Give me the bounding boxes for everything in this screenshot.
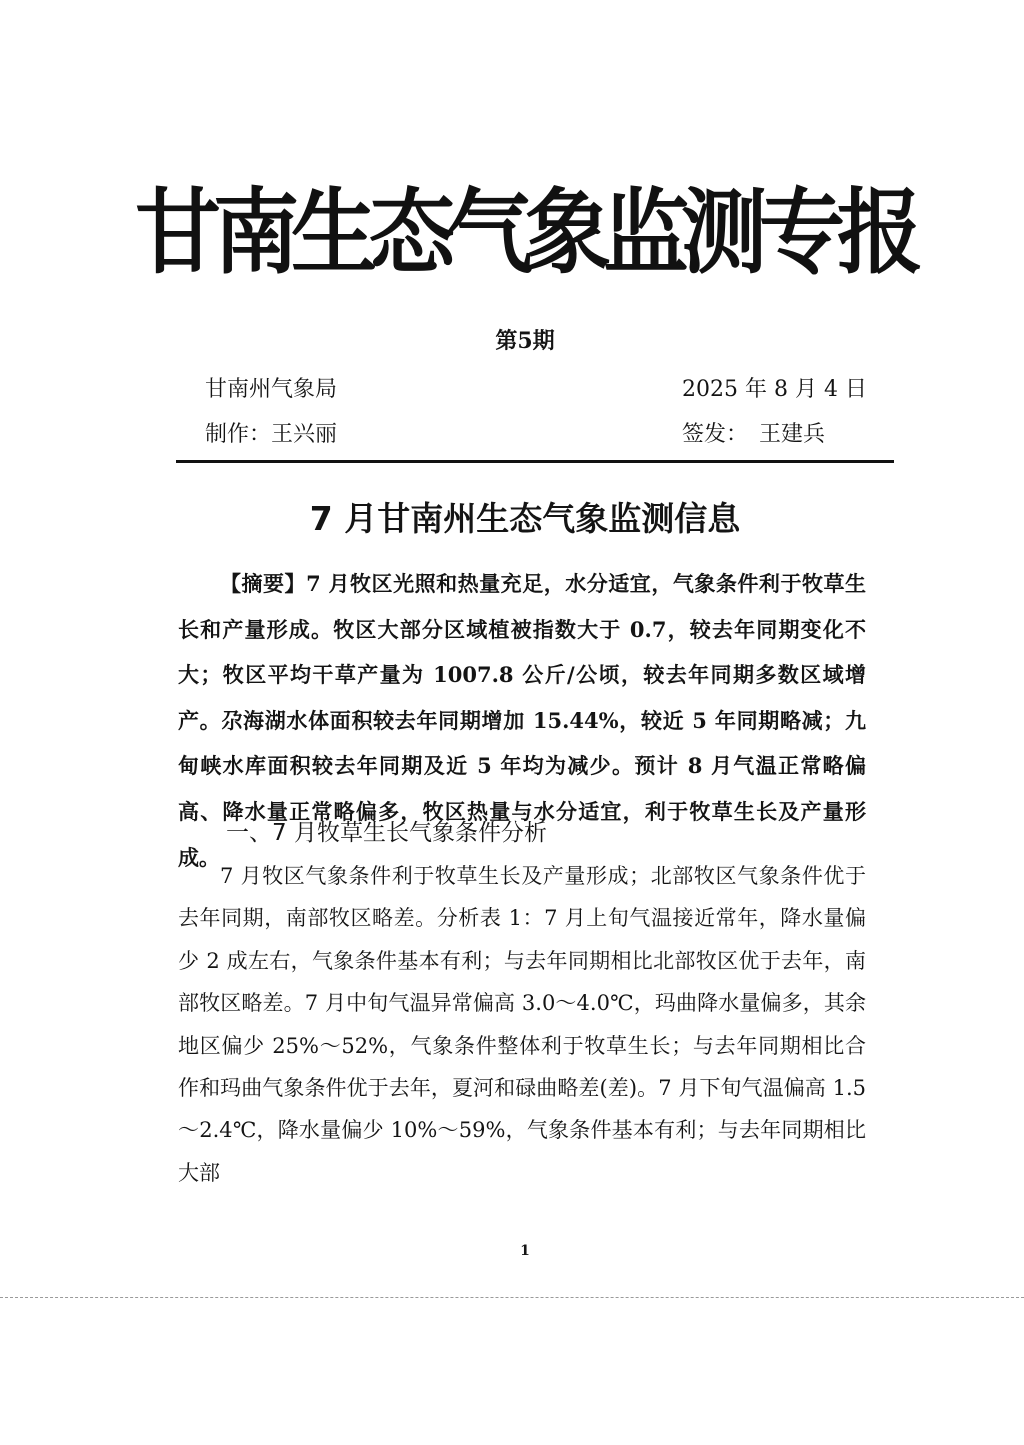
meta-row-producer-signer <box>205 418 865 452</box>
abstract-paragraph: 【摘要】7 月牧区光照和热量充足，水分适宜，气象条件利于牧草生长和产量形成。牧区大部分区域植被指数大于 0.7，较去年同期变化不大；牧区平均干草产量为 1007.8 公斤/公顷，较去年同期多数区域增产。尕海湖水体面积较去年同期增加 15.44%，较近 5 年同期略减；九甸峡水库面积较去年同期及近 5 年均为减少。预计 8 月气温正常略偏高、降水量正常略偏多，牧区热量与水分适宜，利于牧草生长及产量形成。 <box>178 571 866 870</box>
meta-row-publisher-date <box>205 373 865 407</box>
body-paragraph: 7 月牧区气象条件利于牧草生长及产量形成；北部牧区气象条件优于去年同期，南部牧区略差。分析表 1：7 月上旬气温接近常年，降水量偏少 2 成左右，气象条件基本有利；与去年同期相比北部牧区优于去年，南部牧区略差。7 月中旬气温异常偏高 3.0～4.0℃，玛曲降水量偏多，其余地区偏少 25%～52%，气象条件整体利于牧草生长；与去年同期相比合作和玛曲气象条件优于去年，夏河和碌曲略差(差)。7 月下旬气温偏高 1.5～2.4℃，降水量偏少 10%～59%，气象条件基本有利；与去年同期相比大部 <box>178 864 866 1185</box>
section-heading: 一、7 月牧草生长气象条件分析 <box>226 820 547 846</box>
article-title: 7 月甘南州生态气象监测信息 <box>309 499 741 538</box>
page-edge-line <box>0 1297 1024 1298</box>
page-number: 1 <box>520 1243 530 1259</box>
signer: 签发： 王建兵 <box>682 422 826 447</box>
issue-number: 第5期 <box>495 328 555 354</box>
header-divider <box>176 460 894 463</box>
publisher: 甘南州气象局 <box>205 377 338 402</box>
issue-date: 2025 年 8 月 4 日 <box>682 377 867 402</box>
producer: 制作：王兴丽 <box>205 422 338 447</box>
masthead-title: 甘南生态气象监测专报 <box>135 177 915 287</box>
